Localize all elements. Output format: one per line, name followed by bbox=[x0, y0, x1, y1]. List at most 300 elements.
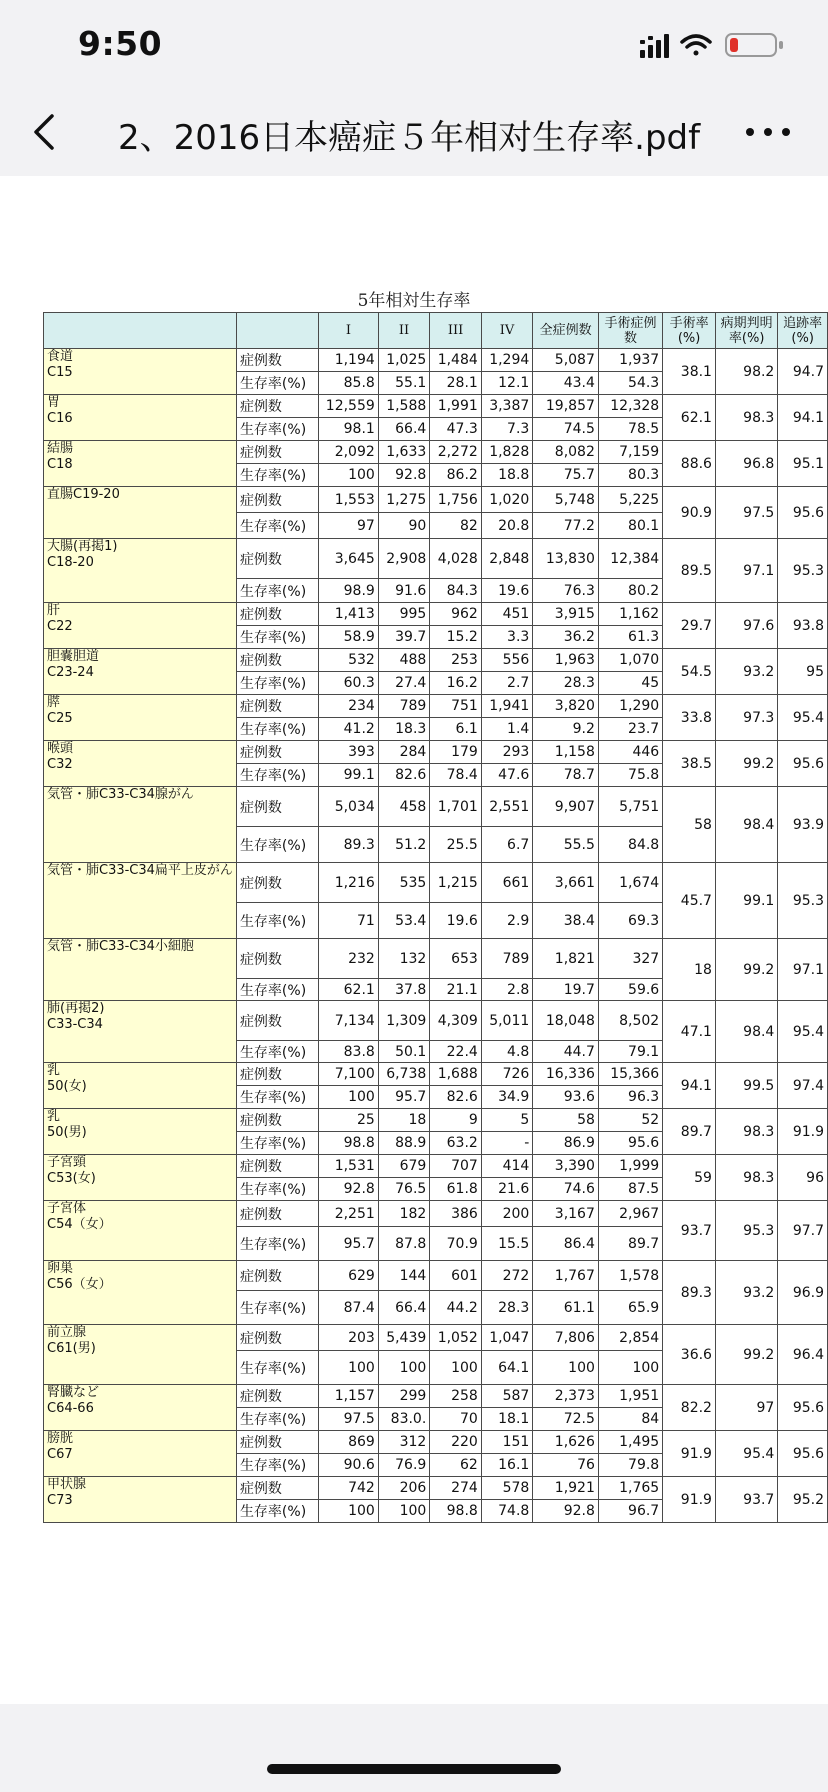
measure-survival-label: 生存率(%) bbox=[236, 979, 318, 1001]
cell-cases: 789 bbox=[378, 695, 430, 718]
cell-cases: 6,738 bbox=[378, 1063, 430, 1086]
measure-cases-label: 症例数 bbox=[236, 1431, 318, 1454]
cell-surgery-rate: 29.7 bbox=[663, 603, 716, 649]
table-row-cases bbox=[44, 1385, 828, 1408]
table-row-cases bbox=[44, 1001, 828, 1041]
cell-cases: 1,531 bbox=[318, 1155, 378, 1178]
cell-survival: 80.3 bbox=[598, 464, 662, 487]
cell-cases: 1,025 bbox=[378, 349, 430, 372]
cell-survival: 72.5 bbox=[533, 1408, 599, 1431]
cell-survival: 12.1 bbox=[481, 372, 533, 395]
cell-cases: 234 bbox=[318, 695, 378, 718]
cell-pathology-rate: 99.5 bbox=[715, 1063, 777, 1109]
cell-cases: 312 bbox=[378, 1431, 430, 1454]
cell-cases: 1,294 bbox=[481, 349, 533, 372]
cell-cases: 1,633 bbox=[378, 441, 430, 464]
cell-cases: 253 bbox=[430, 649, 482, 672]
header-total-cases: 全症例数 bbox=[533, 313, 599, 349]
cell-cases: 1,921 bbox=[533, 1477, 599, 1500]
site-name: 喉頭 bbox=[47, 741, 74, 756]
cell-survival: 74.5 bbox=[533, 418, 599, 441]
measure-survival-label: 生存率(%) bbox=[236, 372, 318, 395]
cell-survival: 7.3 bbox=[481, 418, 533, 441]
cell-followup-rate: 96.9 bbox=[778, 1261, 828, 1325]
cell-cases: 789 bbox=[481, 939, 533, 979]
header-surgery-rate: 手術率(%) bbox=[663, 313, 716, 349]
measure-cases-label: 症例数 bbox=[236, 1155, 318, 1178]
cell-cases: 5,225 bbox=[598, 487, 662, 513]
cell-survival: 22.4 bbox=[430, 1041, 482, 1063]
cell-cases: 7,806 bbox=[533, 1325, 599, 1351]
cell-followup-rate: 96 bbox=[778, 1155, 828, 1201]
cell-survival: 41.2 bbox=[318, 718, 378, 741]
battery-icon bbox=[726, 34, 783, 56]
wifi-icon bbox=[682, 36, 710, 56]
cell-cases: 1,216 bbox=[318, 863, 378, 903]
cell-survival: 89.3 bbox=[318, 827, 378, 863]
header-row bbox=[44, 313, 828, 349]
cell-cases: 220 bbox=[430, 1431, 482, 1454]
more-button[interactable] bbox=[738, 108, 798, 156]
cell-survival: 47.6 bbox=[481, 764, 533, 787]
cell-cases: 182 bbox=[378, 1201, 430, 1227]
nav-bar bbox=[0, 88, 828, 176]
cell-pathology-rate: 98.3 bbox=[715, 1109, 777, 1155]
cell-survival: 86.9 bbox=[533, 1132, 599, 1155]
cell-cases: 274 bbox=[430, 1477, 482, 1500]
cell-cases: 8,082 bbox=[533, 441, 599, 464]
cell-survival: 84.3 bbox=[430, 579, 482, 603]
header-stage-4: IV bbox=[481, 313, 533, 349]
header-stage-3: III bbox=[430, 313, 482, 349]
cell-survival: 44.2 bbox=[430, 1291, 482, 1325]
measure-survival-label: 生存率(%) bbox=[236, 672, 318, 695]
cell-survival: 100 bbox=[598, 1351, 662, 1385]
cell-survival: 38.4 bbox=[533, 903, 599, 939]
table-row-cases bbox=[44, 395, 828, 418]
cell-survival: 100 bbox=[533, 1351, 599, 1385]
cell-pathology-rate: 93.2 bbox=[715, 649, 777, 695]
cell-cases: 7,134 bbox=[318, 1001, 378, 1041]
cell-survival: 79.1 bbox=[598, 1041, 662, 1063]
site-label bbox=[44, 1109, 237, 1155]
cell-surgery-rate: 89.7 bbox=[663, 1109, 716, 1155]
cell-pathology-rate: 98.4 bbox=[715, 1001, 777, 1063]
cell-survival: 87.5 bbox=[598, 1178, 662, 1201]
measure-cases-label: 症例数 bbox=[236, 349, 318, 372]
cell-survival: 34.9 bbox=[481, 1086, 533, 1109]
header-surgery-cases: 手術症例数 bbox=[598, 313, 662, 349]
cell-cases: 1,162 bbox=[598, 603, 662, 626]
cell-survival: 65.9 bbox=[598, 1291, 662, 1325]
cell-cases: 2,251 bbox=[318, 1201, 378, 1227]
cell-followup-rate: 97.7 bbox=[778, 1201, 828, 1261]
cell-survival: 28.1 bbox=[430, 372, 482, 395]
cell-survival: 88.9 bbox=[378, 1132, 430, 1155]
cell-cases: 1,999 bbox=[598, 1155, 662, 1178]
site-name: 結腸 bbox=[47, 441, 74, 456]
cell-survival: 100 bbox=[430, 1351, 482, 1385]
cell-cases: 535 bbox=[378, 863, 430, 903]
cell-cases: 1,588 bbox=[378, 395, 430, 418]
cell-cases: 52 bbox=[598, 1109, 662, 1132]
cell-pathology-rate: 96.8 bbox=[715, 441, 777, 487]
cell-cases: 661 bbox=[481, 863, 533, 903]
cell-cases: 58 bbox=[533, 1109, 599, 1132]
table-row-cases bbox=[44, 1261, 828, 1291]
cell-cases: 751 bbox=[430, 695, 482, 718]
cell-survival: 23.7 bbox=[598, 718, 662, 741]
cell-cases: 144 bbox=[378, 1261, 430, 1291]
cell-surgery-rate: 18 bbox=[663, 939, 716, 1001]
cell-followup-rate: 95.6 bbox=[778, 1385, 828, 1431]
bottom-area bbox=[0, 1704, 828, 1792]
site-code: C64-66 bbox=[47, 1401, 94, 1416]
measure-survival-label: 生存率(%) bbox=[236, 718, 318, 741]
cell-survival: 19.6 bbox=[481, 579, 533, 603]
cell-survival: 4.8 bbox=[481, 1041, 533, 1063]
measure-cases-label: 症例数 bbox=[236, 649, 318, 672]
site-code: C25 bbox=[47, 711, 73, 726]
cell-survival: 36.2 bbox=[533, 626, 599, 649]
cell-cases: 393 bbox=[318, 741, 378, 764]
cell-survival: 9.2 bbox=[533, 718, 599, 741]
cell-cases: 8,502 bbox=[598, 1001, 662, 1041]
cell-survival: 80.2 bbox=[598, 579, 662, 603]
site-name: 膵 bbox=[47, 695, 61, 710]
cell-survival: 89.7 bbox=[598, 1227, 662, 1261]
cell-cases: 3,387 bbox=[481, 395, 533, 418]
cell-followup-rate: 95.4 bbox=[778, 1001, 828, 1063]
cell-survival: 69.3 bbox=[598, 903, 662, 939]
cell-survival: 82.6 bbox=[378, 764, 430, 787]
cell-surgery-rate: 91.9 bbox=[663, 1431, 716, 1477]
cell-survival: 78.7 bbox=[533, 764, 599, 787]
cell-cases: 299 bbox=[378, 1385, 430, 1408]
site-code: C73 bbox=[47, 1493, 73, 1508]
cell-survival: 21.1 bbox=[430, 979, 482, 1001]
site-name: 直腸C19-20 bbox=[47, 487, 120, 502]
cell-cases: 3,167 bbox=[533, 1201, 599, 1227]
site-name: 卵巣 bbox=[47, 1261, 74, 1276]
measure-cases-label: 症例数 bbox=[236, 539, 318, 579]
cell-cases: 15,366 bbox=[598, 1063, 662, 1086]
cell-cases: 258 bbox=[430, 1385, 482, 1408]
cell-cases: 1,767 bbox=[533, 1261, 599, 1291]
cell-cases: 12,384 bbox=[598, 539, 662, 579]
cell-survival: 76 bbox=[533, 1454, 599, 1477]
cell-survival: 84 bbox=[598, 1408, 662, 1431]
cell-survival: 18.8 bbox=[481, 464, 533, 487]
cell-cases: 414 bbox=[481, 1155, 533, 1178]
cell-cases: 707 bbox=[430, 1155, 482, 1178]
cell-survival: 86.2 bbox=[430, 464, 482, 487]
cell-survival: 2.8 bbox=[481, 979, 533, 1001]
measure-cases-label: 症例数 bbox=[236, 1109, 318, 1132]
site-label bbox=[44, 1063, 237, 1109]
cell-cases: 386 bbox=[430, 1201, 482, 1227]
measure-cases-label: 症例数 bbox=[236, 1261, 318, 1291]
table-row-cases bbox=[44, 863, 828, 903]
measure-survival-label: 生存率(%) bbox=[236, 1291, 318, 1325]
home-indicator[interactable] bbox=[267, 1764, 561, 1774]
cell-cases: 5,751 bbox=[598, 787, 662, 827]
table-row-cases bbox=[44, 1325, 828, 1351]
cell-survival: 97 bbox=[318, 513, 378, 539]
cell-cases: 962 bbox=[430, 603, 482, 626]
table-row-cases bbox=[44, 1155, 828, 1178]
cell-cases: 284 bbox=[378, 741, 430, 764]
cell-survival: 87.4 bbox=[318, 1291, 378, 1325]
cell-survival: 91.6 bbox=[378, 579, 430, 603]
status-bar bbox=[0, 0, 828, 88]
site-label bbox=[44, 741, 237, 787]
site-label bbox=[44, 441, 237, 487]
cell-survival: 79.8 bbox=[598, 1454, 662, 1477]
cell-survival: 75.8 bbox=[598, 764, 662, 787]
site-label bbox=[44, 1201, 237, 1261]
table-row-cases bbox=[44, 1109, 828, 1132]
cell-survival: 45 bbox=[598, 672, 662, 695]
cell-followup-rate: 96.4 bbox=[778, 1325, 828, 1385]
measure-survival-label: 生存率(%) bbox=[236, 1086, 318, 1109]
cell-survival: 47.3 bbox=[430, 418, 482, 441]
cell-survival: 100 bbox=[318, 1086, 378, 1109]
measure-survival-label: 生存率(%) bbox=[236, 1500, 318, 1523]
cell-cases: 1,701 bbox=[430, 787, 482, 827]
site-name: 気管・肺C33-C34腺がん bbox=[47, 787, 194, 802]
cell-cases: 3,661 bbox=[533, 863, 599, 903]
site-label bbox=[44, 939, 237, 1001]
measure-cases-label: 症例数 bbox=[236, 1063, 318, 1086]
cell-pathology-rate: 97.1 bbox=[715, 539, 777, 603]
cell-cases: 1,052 bbox=[430, 1325, 482, 1351]
cell-survival: 87.8 bbox=[378, 1227, 430, 1261]
cell-cases: 203 bbox=[318, 1325, 378, 1351]
cell-survival: 6.1 bbox=[430, 718, 482, 741]
cell-survival: 28.3 bbox=[533, 672, 599, 695]
cell-followup-rate: 95.3 bbox=[778, 863, 828, 939]
site-label bbox=[44, 539, 237, 603]
site-name: 肝 bbox=[47, 603, 61, 618]
status-icons bbox=[638, 30, 788, 60]
table-row-cases bbox=[44, 939, 828, 979]
cell-cases: 1,951 bbox=[598, 1385, 662, 1408]
cell-cases: 16,336 bbox=[533, 1063, 599, 1086]
cell-pathology-rate: 97.6 bbox=[715, 603, 777, 649]
cell-survival: 18.3 bbox=[378, 718, 430, 741]
cell-cases: 2,373 bbox=[533, 1385, 599, 1408]
cell-survival: 83.8 bbox=[318, 1041, 378, 1063]
site-name: 気管・肺C33-C34小細胞 bbox=[47, 939, 194, 954]
measure-survival-label: 生存率(%) bbox=[236, 1178, 318, 1201]
cell-followup-rate: 95.1 bbox=[778, 441, 828, 487]
site-code: C53(女) bbox=[47, 1171, 96, 1186]
header-pathology-rate: 病期判明率(%) bbox=[715, 313, 777, 349]
cell-survival: 15.2 bbox=[430, 626, 482, 649]
header-measure bbox=[236, 313, 318, 349]
cell-cases: 1,941 bbox=[481, 695, 533, 718]
cell-cases: 7,100 bbox=[318, 1063, 378, 1086]
table-row-cases bbox=[44, 1063, 828, 1086]
cell-survival: 15.5 bbox=[481, 1227, 533, 1261]
table-row-cases bbox=[44, 787, 828, 827]
cell-survival: 95.7 bbox=[378, 1086, 430, 1109]
site-name: 乳 bbox=[47, 1063, 61, 1078]
cell-cases: 1,688 bbox=[430, 1063, 482, 1086]
cell-survival: 93.6 bbox=[533, 1086, 599, 1109]
cell-cases: 19,857 bbox=[533, 395, 599, 418]
cell-survival: 54.3 bbox=[598, 372, 662, 395]
site-name: 胃 bbox=[47, 395, 61, 410]
cell-surgery-rate: 93.7 bbox=[663, 1201, 716, 1261]
table-row-cases bbox=[44, 1431, 828, 1454]
cell-survival: 62 bbox=[430, 1454, 482, 1477]
site-label bbox=[44, 649, 237, 695]
site-code: C54（女） bbox=[47, 1217, 112, 1232]
cellular-signal-icon bbox=[640, 34, 669, 58]
cell-followup-rate: 91.9 bbox=[778, 1109, 828, 1155]
cell-cases: 9,907 bbox=[533, 787, 599, 827]
cell-cases: 601 bbox=[430, 1261, 482, 1291]
measure-cases-label: 症例数 bbox=[236, 787, 318, 827]
measure-cases-label: 症例数 bbox=[236, 741, 318, 764]
cell-cases: 5,087 bbox=[533, 349, 599, 372]
site-code: C16 bbox=[47, 411, 73, 426]
cell-survival: 2.7 bbox=[481, 672, 533, 695]
back-button[interactable] bbox=[24, 108, 72, 156]
cell-survival: 19.7 bbox=[533, 979, 599, 1001]
site-name: 乳 bbox=[47, 1109, 61, 1124]
cell-survival: 76.5 bbox=[378, 1178, 430, 1201]
site-code: C23-24 bbox=[47, 665, 94, 680]
cell-cases: 206 bbox=[378, 1477, 430, 1500]
cell-survival: 90.6 bbox=[318, 1454, 378, 1477]
cell-cases: 1,413 bbox=[318, 603, 378, 626]
cell-cases: 1,626 bbox=[533, 1431, 599, 1454]
site-name: 気管・肺C33-C34扁平上皮がん bbox=[47, 863, 233, 878]
cell-pathology-rate: 99.2 bbox=[715, 1325, 777, 1385]
site-name: 前立腺 bbox=[47, 1325, 87, 1340]
cell-cases: 5,011 bbox=[481, 1001, 533, 1041]
cell-cases: 272 bbox=[481, 1261, 533, 1291]
cell-cases: 1,553 bbox=[318, 487, 378, 513]
cell-cases: 1,158 bbox=[533, 741, 599, 764]
cell-cases: 1,765 bbox=[598, 1477, 662, 1500]
cell-cases: 327 bbox=[598, 939, 662, 979]
cell-pathology-rate: 98.3 bbox=[715, 1155, 777, 1201]
cell-survival: 16.1 bbox=[481, 1454, 533, 1477]
measure-cases-label: 症例数 bbox=[236, 603, 318, 626]
site-label bbox=[44, 863, 237, 939]
cell-survival: 80.1 bbox=[598, 513, 662, 539]
cell-cases: 578 bbox=[481, 1477, 533, 1500]
cell-survival: 95.6 bbox=[598, 1132, 662, 1155]
cell-cases: 18 bbox=[378, 1109, 430, 1132]
cell-cases: 2,092 bbox=[318, 441, 378, 464]
measure-cases-label: 症例数 bbox=[236, 441, 318, 464]
cell-survival: 92.8 bbox=[378, 464, 430, 487]
cell-cases: 4,309 bbox=[430, 1001, 482, 1041]
cell-cases: 1,991 bbox=[430, 395, 482, 418]
cell-surgery-rate: 82.2 bbox=[663, 1385, 716, 1431]
cell-surgery-rate: 59 bbox=[663, 1155, 716, 1201]
site-label bbox=[44, 787, 237, 863]
table-row-cases bbox=[44, 741, 828, 764]
cell-surgery-rate: 94.1 bbox=[663, 1063, 716, 1109]
site-name: 子宮体 bbox=[47, 1201, 87, 1216]
cell-cases: 1,309 bbox=[378, 1001, 430, 1041]
cell-survival: 82 bbox=[430, 513, 482, 539]
measure-survival-label: 生存率(%) bbox=[236, 464, 318, 487]
cell-survival: 62.1 bbox=[318, 979, 378, 1001]
header-stage-1: I bbox=[318, 313, 378, 349]
site-code: C56（女） bbox=[47, 1277, 112, 1292]
cell-survival: 100 bbox=[378, 1351, 430, 1385]
cell-survival: 19.6 bbox=[430, 903, 482, 939]
cell-survival: 78.5 bbox=[598, 418, 662, 441]
cell-survival: 96.3 bbox=[598, 1086, 662, 1109]
site-code: C15 bbox=[47, 365, 73, 380]
pdf-page[interactable] bbox=[0, 176, 828, 1704]
cell-cases: 1,828 bbox=[481, 441, 533, 464]
cell-cases: 3,915 bbox=[533, 603, 599, 626]
more-dots-icon bbox=[738, 108, 798, 156]
cell-cases: 1,484 bbox=[430, 349, 482, 372]
cell-pathology-rate: 97.5 bbox=[715, 487, 777, 539]
cell-survival: 100 bbox=[318, 1500, 378, 1523]
cell-cases: 1,674 bbox=[598, 863, 662, 903]
cell-survival: 61.3 bbox=[598, 626, 662, 649]
cell-surgery-rate: 58 bbox=[663, 787, 716, 863]
cell-followup-rate: 95.6 bbox=[778, 487, 828, 539]
cell-surgery-rate: 91.9 bbox=[663, 1477, 716, 1523]
cell-survival: 75.7 bbox=[533, 464, 599, 487]
cell-survival: 82.6 bbox=[430, 1086, 482, 1109]
cell-surgery-rate: 88.6 bbox=[663, 441, 716, 487]
cell-followup-rate: 93.9 bbox=[778, 787, 828, 863]
cell-cases: 1,020 bbox=[481, 487, 533, 513]
cell-cases: 532 bbox=[318, 649, 378, 672]
cell-survival: 78.4 bbox=[430, 764, 482, 787]
cell-surgery-rate: 54.5 bbox=[663, 649, 716, 695]
cell-cases: 25 bbox=[318, 1109, 378, 1132]
cell-cases: 3,390 bbox=[533, 1155, 599, 1178]
chevron-left-icon bbox=[24, 108, 72, 156]
cell-surgery-rate: 33.8 bbox=[663, 695, 716, 741]
cell-survival: 63.2 bbox=[430, 1132, 482, 1155]
cell-survival: 100 bbox=[378, 1500, 430, 1523]
cell-survival: 70 bbox=[430, 1408, 482, 1431]
cell-survival: 59.6 bbox=[598, 979, 662, 1001]
cell-survival: 76.9 bbox=[378, 1454, 430, 1477]
site-code: C18 bbox=[47, 457, 73, 472]
site-name: 食道 bbox=[47, 349, 74, 364]
cell-followup-rate: 95 bbox=[778, 649, 828, 695]
cell-survival: 85.8 bbox=[318, 372, 378, 395]
document-title: 2、2016日本癌症５年相对生存率.pdf bbox=[118, 118, 701, 158]
measure-cases-label: 症例数 bbox=[236, 1001, 318, 1041]
cell-cases: 629 bbox=[318, 1261, 378, 1291]
cell-survival: 58.9 bbox=[318, 626, 378, 649]
cell-surgery-rate: 38.1 bbox=[663, 349, 716, 395]
cell-pathology-rate: 99.1 bbox=[715, 863, 777, 939]
measure-survival-label: 生存率(%) bbox=[236, 513, 318, 539]
site-name: 肺(再掲2) bbox=[47, 1001, 105, 1016]
table-row-cases bbox=[44, 349, 828, 372]
cell-cases: 132 bbox=[378, 939, 430, 979]
measure-survival-label: 生存率(%) bbox=[236, 626, 318, 649]
